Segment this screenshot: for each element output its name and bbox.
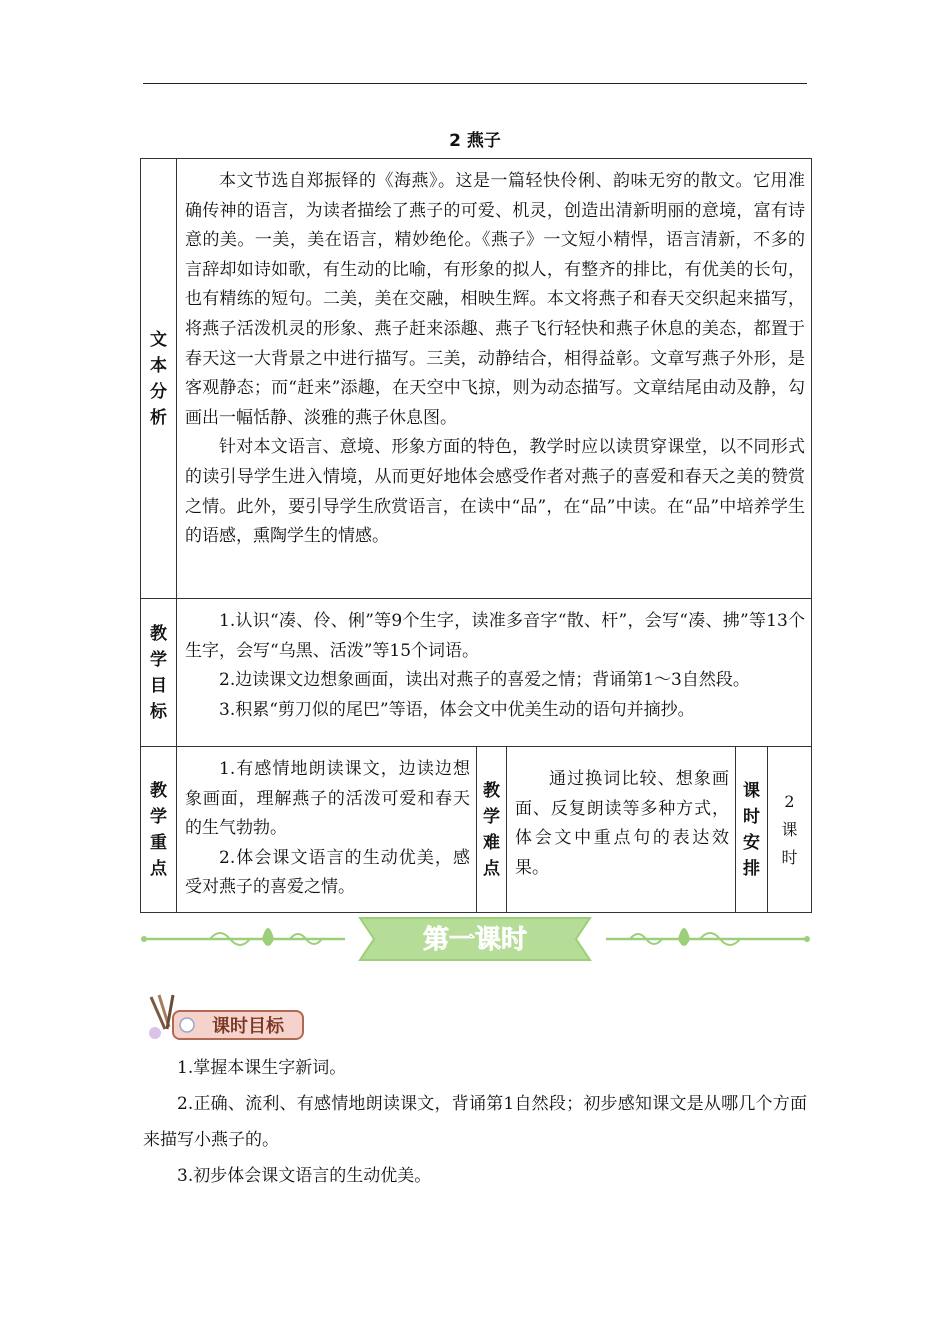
analysis-content — [177, 159, 812, 599]
objectives-row — [141, 599, 812, 747]
banner-title: 第一课时 — [422, 925, 528, 955]
leaf-icon — [262, 928, 274, 946]
brush-icon — [149, 995, 173, 1039]
leaf-icon — [678, 928, 690, 946]
objective-item: 3.积累“剪刀似的尾巴”等语，体会文中优美生动的语句并摘抄。 — [219, 699, 695, 720]
goals-badge — [143, 993, 308, 1045]
schedule-value: 2课时 — [768, 747, 812, 913]
right-vine — [606, 928, 810, 946]
header-rule — [143, 83, 807, 84]
goal-item: 3.初步体会课文语言的生动优美。 — [177, 1166, 432, 1186]
left-vine — [141, 928, 345, 946]
difficulties-text: 通过换词比较、想象画面、反复朗读等多种方式，体会文中重点句的表达效果。 — [515, 769, 729, 878]
analysis-row — [141, 159, 812, 599]
lesson-goals — [143, 1050, 807, 1194]
lesson-plan-table — [140, 158, 812, 913]
objective-item: 1.认识“凑、伶、俐”等9个生字，读准多音字“散、杆”，会写“凑、拂”等13个生字，会写“乌黑、活泼”等15个词语。 — [185, 611, 806, 661]
key-points-label: 教学重点 — [141, 747, 177, 913]
badge-dot-icon — [180, 1018, 194, 1032]
objective-item: 2.边读课文边想象画面，读出对燕子的喜爱之情；背诵第1～3自然段。 — [219, 670, 750, 691]
difficulties-label: 教学难点 — [477, 747, 507, 913]
objectives-content — [177, 599, 812, 747]
key-points-row — [141, 747, 812, 913]
analysis-label: 文本分析 — [141, 159, 177, 599]
goals-badge-label: 课时目标 — [212, 1016, 284, 1037]
key-points-content — [177, 747, 477, 913]
analysis-paragraph: 本文节选自郑振铎的《海燕》。这是一篇轻快伶俐、韵味无穷的散文。它用准确传神的语言，为读者描绘了燕子的可爱、机灵，创造出清新明丽的意境，富有诗意的美。一美，美在语言，精妙绝伦。《燕子》一文短小精悍，语言清新，不多的言辞却如诗如歌，有生动的比喻，有形象的拟人，有整齐的排比，有优美的长句，也有精练的短句。二美，美在交融，相映生辉。本文将燕子和春天交织起来描写，将燕子活泼机灵的形象、燕子赶来添趣、燕子飞行轻快和燕子休息的美态，都置于春天这一大背景之中进行描写。三美，动静结合，相得益彰。文章写燕子外形，是客观静态；而“赶来”添趣，在天空中飞掠，则为动态描写。文章结尾由动及静，勾画出一幅恬静、淡雅的燕子休息图。 — [185, 171, 806, 428]
lesson-title: 2 燕子 — [449, 131, 501, 151]
goal-item: 1.掌握本课生字新词。 — [177, 1058, 347, 1078]
analysis-paragraph: 针对本文语言、意境、形象方面的特色，教学时应以读贯穿课堂，以不同形式的读引导学生进入情境，从而更好地体会感受作者对燕子的喜爱和春天之美的赞赏之情。此外，要引导学生欣赏语言，在读中“品”，在“品”中读。在“品”中培养学生的语感，熏陶学生的情感。 — [185, 437, 806, 547]
schedule-label: 课时安排 — [736, 747, 768, 913]
difficulties-content — [507, 747, 736, 913]
lesson-banner — [140, 912, 811, 966]
key-point-item: 1.有感情地朗读课文，边读边想象画面，理解燕子的活泼可爱和春天的生气勃勃。 — [185, 759, 470, 839]
objectives-label: 教学目标 — [141, 599, 177, 747]
key-point-item: 2.体会课文语言的生动优美，感受对燕子的喜爱之情。 — [185, 847, 470, 898]
goal-item: 2.正确、流利、有感情地朗读课文，背诵第1自然段；初步感知课文是从哪几个方面来描写小燕子的。 — [143, 1094, 807, 1150]
